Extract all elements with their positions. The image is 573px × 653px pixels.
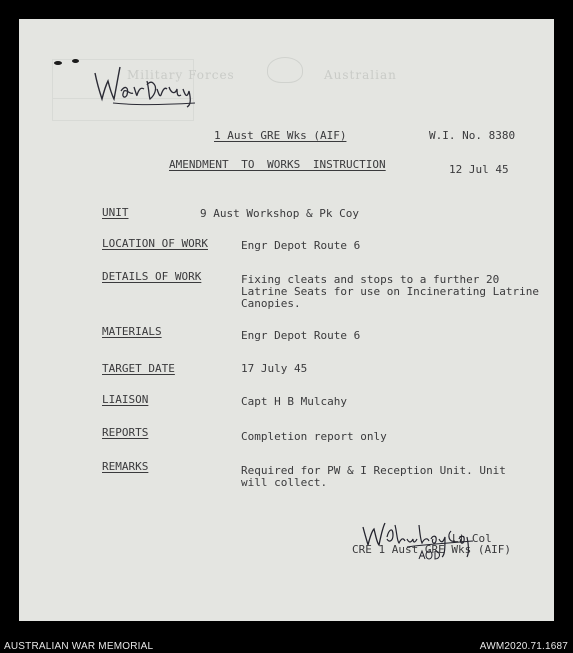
field-value: 9 Aust Workshop & Pk Coy [200, 207, 359, 220]
document-title: AMENDMENT TO WORKS INSTRUCTION [169, 158, 386, 171]
field-value: Required for PW & I Reception Unit. Unit will collect. [241, 464, 506, 489]
field-label: UNIT [102, 206, 129, 219]
field-value: Engr Depot Route 6 [241, 329, 361, 342]
signatory-rank: Lt Col [452, 532, 492, 545]
field-value: Capt H B Mulcahy [241, 395, 347, 408]
crest-icon [267, 57, 303, 83]
signature-handwriting [359, 517, 479, 577]
field-label: DETAILS OF WORK [102, 270, 202, 283]
field-value: 17 July 45 [241, 362, 308, 375]
field-value: Fixing cleats and stops to a further 20 Latrine Seats for use on Incinerating Latrine Canopies. [241, 273, 540, 310]
field-label: REPORTS [102, 426, 149, 439]
signatory-unit: CRE 1 Aust GRE Wks (AIF) [352, 543, 511, 556]
footer-institution: AUSTRALIAN WAR MEMORIAL [4, 641, 154, 652]
field-value: Completion report only [241, 430, 387, 443]
ink-mark [54, 61, 62, 65]
field-label: MATERIALS [102, 325, 162, 338]
field-label: REMARKS [102, 460, 149, 473]
works-instruction-number: W.I. No. 8380 [429, 129, 516, 142]
document-date: 12 Jul 45 [449, 163, 509, 176]
document-page [19, 19, 554, 621]
footer-reference: AWM2020.71.1687 [479, 641, 568, 652]
ink-mark [72, 59, 79, 63]
field-label: LOCATION OF WORK [102, 237, 208, 250]
field-label: LIAISON [102, 393, 149, 406]
field-value: Engr Depot Route 6 [241, 239, 361, 252]
war-diary-handwriting [91, 59, 201, 109]
unit-headquarters: 1 Aust GRE Wks (AIF) [214, 129, 347, 142]
field-label: TARGET DATE [102, 362, 175, 375]
letterhead-right-text: Australian [324, 68, 397, 82]
letterhead-left-text: Military Forces [127, 68, 235, 82]
